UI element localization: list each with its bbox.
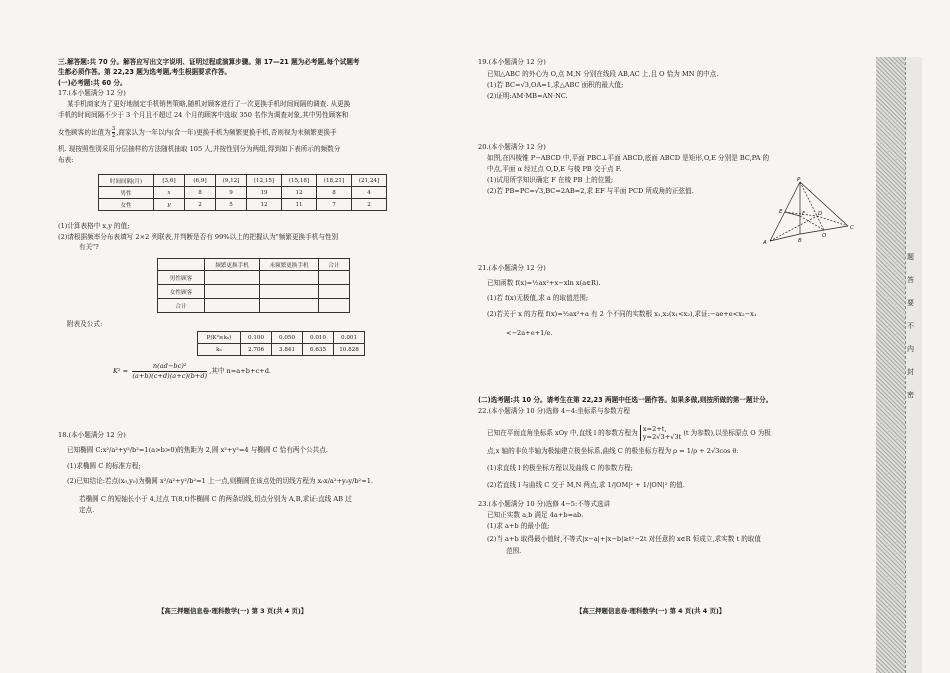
k-cell: 2.706 bbox=[241, 344, 272, 356]
k-cell: 0.100 bbox=[241, 332, 272, 344]
freq-cell: 4 bbox=[352, 187, 387, 199]
seal-char: 密 bbox=[907, 391, 914, 399]
q19-line-1: 已知△ABC 的外心为 O,点 M,N 分别在线段 AB,AC 上,且 O 恰为 MN 的中点. bbox=[487, 70, 719, 78]
k-cell: 6.635 bbox=[303, 344, 334, 356]
q17-line-1: 某手机商家为了更好地制定手机销售策略,随机对顾客进行了一次更换手机时间间隔的调查. 从更换 bbox=[67, 100, 351, 108]
label-a: A bbox=[763, 240, 767, 246]
section-3-instructions: 三.解答题:共 70 分。解答应写出文字说明、证明过程或演算步骤。第 17—21 题为必考题,每个试题考 bbox=[58, 58, 360, 66]
q22-line-1b: (t 为参数),以坐标原点 O 为极 bbox=[683, 429, 771, 437]
q18-part-2: (2)已知结论:若点(x₀,y₀)为椭圆 x²/a²+y²/b²=1 上一点,则椭圆在该点处的切线方程为 x₀x/a²+y₀y/b²=1. bbox=[67, 477, 374, 485]
freq-h5: (15,18] bbox=[282, 175, 317, 187]
cont-h1: 频繁更换手机 bbox=[205, 259, 260, 271]
freq-cell: 11 bbox=[282, 199, 317, 211]
freq-cell: 12 bbox=[247, 199, 282, 211]
k-critical-table bbox=[197, 331, 365, 356]
q22-param-system bbox=[640, 425, 681, 441]
freq-row-female bbox=[99, 199, 387, 211]
label-b: B bbox=[798, 238, 802, 244]
freq-cell: 女性 bbox=[99, 199, 154, 211]
cont-cell bbox=[319, 285, 350, 299]
k-formula-rhs: ,其中 n=a+b+c+d. bbox=[209, 367, 272, 376]
page-4 bbox=[478, 0, 876, 673]
page-3 bbox=[0, 0, 455, 673]
freq-cell: x bbox=[154, 187, 185, 199]
freq-cell: 7 bbox=[317, 199, 352, 211]
q20-part-1: (1)试用所学知识确定 F 在棱 PB 上的位置; bbox=[487, 176, 614, 184]
q23-part-2: (2)当 a+b 取得最小值时,不等式|x−a|+|x−b|≥t²−2t 对任意的 x∈R 恒成立,求实数 t 的取值 bbox=[487, 535, 761, 543]
q21-part-1: (1)若 f(x)无极值,求 a 的取值范围; bbox=[487, 294, 589, 302]
label-o: O bbox=[822, 233, 827, 239]
cont-cell bbox=[260, 285, 319, 299]
q17-part-2: (2)请根据频率分布表填写 2×2 列联表,并判断是否有 99%以上的把握认为"频繁更换手机与性别 bbox=[58, 233, 339, 241]
q23-part-2-cont: 范围. bbox=[506, 547, 522, 555]
q19-part-2: (2)证明:AM·MB=AN·NC. bbox=[487, 92, 568, 100]
part-1-heading: (一)必考题:共 60 分。 bbox=[58, 79, 127, 87]
q20-line-1: 如图,在四棱锥 P−ABCD 中,平面 PBC⊥平面 ABCD,底面 ABCD 是矩形,O,E 分别是 BC,PA 的 bbox=[487, 154, 770, 162]
cont-h2: 未频繁更换手机 bbox=[260, 259, 319, 271]
k-formula-den: (a+b)(c+d)(a+c)(b+d) bbox=[132, 371, 208, 380]
q22-part-1: (1)求直线 l 的极坐标方程以及曲线 C 的参数方程; bbox=[487, 464, 633, 472]
freq-cell: 2 bbox=[185, 199, 216, 211]
contingency-table bbox=[157, 258, 350, 313]
q17-line-4: 机. 现按照性别采用分层抽样的方法随机抽取 105 人,并按性别分为两组,得到如下表所示的频数分 bbox=[58, 145, 341, 153]
appendix-label: 附表及公式: bbox=[67, 320, 103, 328]
cont-cell bbox=[260, 271, 319, 285]
cont-cell bbox=[260, 299, 319, 313]
q20-heading: 20.(本小题满分 12 分) bbox=[478, 143, 546, 151]
q17-line-5: 布表: bbox=[58, 156, 74, 164]
line-ed bbox=[785, 212, 817, 216]
freq-h1: [3,6] bbox=[154, 175, 185, 187]
frequency-table bbox=[98, 174, 387, 211]
k-cell: 10.828 bbox=[334, 344, 365, 356]
freq-h7: (21,24] bbox=[352, 175, 387, 187]
freq-cell: 5 bbox=[216, 199, 247, 211]
cont-h0 bbox=[158, 259, 205, 271]
q20-part-2: (2)若 PB=PC=√3,BC=2AB=2,求 EF 与平面 PCD 所成角的正弦值. bbox=[487, 187, 694, 195]
freq-cell: 8 bbox=[317, 187, 352, 199]
freq-cell: y bbox=[154, 199, 185, 211]
page-4-footer: 【高三押题信息卷·理科数学(一) 第 4 页(共 4 页)】 bbox=[576, 607, 726, 615]
q19-part-1: (1)若 BC=√3,OA=1,求△ABC 面积的最大值; bbox=[487, 81, 624, 89]
freq-cell: 9 bbox=[216, 187, 247, 199]
cont-cell bbox=[205, 285, 260, 299]
k-row-2 bbox=[198, 344, 365, 356]
label-d: D bbox=[818, 211, 823, 217]
freq-h2: (6,9] bbox=[185, 175, 216, 187]
k-cell: 0.050 bbox=[272, 332, 303, 344]
section-3-instructions-cont: 生都必须作答。第 22,23 题为选考题,考生根据要求作答。 bbox=[58, 68, 232, 76]
cont-row-female bbox=[158, 285, 350, 299]
cont-header-row bbox=[158, 259, 350, 271]
label-f: F bbox=[802, 211, 806, 217]
q17-line-3b: ,商家认为一年以内(含一年)更换手机为频繁更换手机,否则视为未频繁更换手 bbox=[116, 128, 337, 137]
part-2-heading: (二)选考题:共 10 分。请考生在第 22,23 两题中任选一题作答。如果多做,则按所做的第一题计分。 bbox=[478, 396, 773, 404]
q23-line-1: 已知正实数 a,b 满足 4a+b=ab. bbox=[487, 511, 584, 519]
q18-part-1: (1)求椭圆 C 的标准方程; bbox=[67, 462, 141, 470]
cont-h3: 合计 bbox=[319, 259, 350, 271]
freq-h6: (18,21] bbox=[317, 175, 352, 187]
k-row-1 bbox=[198, 332, 365, 344]
cont-row-total bbox=[158, 299, 350, 313]
q17-line-2: 手机的时间间隔不少于 3 个月且不超过 24 个月的顾客中选取 350 名作为调查对象,其中男性顾客和 bbox=[58, 111, 349, 119]
q17-part-2-cont: 有关"? bbox=[79, 243, 99, 251]
page-3-footer: 【高三押题信息卷·理科数学(一) 第 3 页(共 4 页)】 bbox=[158, 607, 308, 615]
q17-fraction bbox=[112, 126, 116, 139]
k-formula-lhs: K² = bbox=[113, 367, 129, 376]
q17-line-3a: 女性顾客的比值为 bbox=[58, 128, 111, 137]
q23-heading: 23.(本小题满分 10 分)选修 4−5:不等式选讲 bbox=[478, 500, 611, 508]
k-cell: 3.841 bbox=[272, 344, 303, 356]
cont-cell: 女性顾客 bbox=[158, 285, 205, 299]
freq-row-male bbox=[99, 187, 387, 199]
binding-strip bbox=[876, 57, 905, 673]
pyramid-figure bbox=[760, 176, 860, 248]
cont-cell bbox=[319, 271, 350, 285]
q22-line-1a: 已知在平面直角坐标系 xOy 中,直线 l 的参数方程为 bbox=[487, 429, 638, 437]
q17-line-3 bbox=[58, 126, 337, 139]
q22-line-2: 点,x 轴的非负半轴为极轴建立极坐标系,曲线 C 的极坐标方程为 ρ = 1/ρ + 2√3cos θ. bbox=[487, 447, 739, 455]
q21-part-2-cont: <−2a+e+1/e. bbox=[506, 329, 553, 337]
seal-char: 不 bbox=[907, 322, 914, 330]
edge-dc bbox=[817, 216, 848, 226]
q19-heading: 19.(本小题满分 12 分) bbox=[478, 58, 546, 66]
q22-part-2: (2)若直线 l 与曲线 C 交于 M,N 两点,求 1/|OM|² + 1/|ON|² 的值. bbox=[487, 481, 685, 489]
k-cell: 0.001 bbox=[334, 332, 365, 344]
cont-cell: 合计 bbox=[158, 299, 205, 313]
freq-h4: (12,15] bbox=[247, 175, 282, 187]
cont-cell bbox=[205, 299, 260, 313]
k-formula-fraction bbox=[132, 362, 207, 380]
freq-header-row bbox=[99, 175, 387, 187]
line-od bbox=[817, 216, 824, 230]
edge-ab bbox=[770, 234, 800, 241]
q17-heading: 17.(本小题满分 12 分) bbox=[58, 89, 126, 97]
k-cell: P(K²≥k₀) bbox=[198, 332, 241, 344]
freq-h0: 时间间隔(月) bbox=[99, 175, 154, 187]
label-c: C bbox=[850, 225, 854, 231]
cont-cell bbox=[319, 299, 350, 313]
label-p: P bbox=[797, 177, 801, 183]
q18-heading: 18.(本小题满分 12 分) bbox=[58, 431, 126, 439]
freq-cell: 8 bbox=[185, 187, 216, 199]
q17-frac-num: 3 bbox=[111, 126, 116, 132]
freq-cell: 19 bbox=[247, 187, 282, 199]
q17-frac-den: 2 bbox=[111, 133, 116, 139]
q18-part-2-cont: 若椭圆 C 的短轴长小于 4,过点 T(8,t)作椭圆 C 的两条切线,切点分别为 A,B,求证:直线 AB 过 bbox=[79, 495, 352, 503]
q22-system-line-2: y=2√3+√3t bbox=[642, 433, 682, 441]
q18-part-2-cont-2: 定点. bbox=[79, 506, 95, 514]
freq-cell: 12 bbox=[282, 187, 317, 199]
q17-part-1: (1)计算表格中 x,y 的值; bbox=[58, 222, 130, 230]
q21-heading: 21.(本小题满分 12 分) bbox=[478, 264, 546, 272]
k-cell: k₀ bbox=[198, 344, 241, 356]
cont-row-male bbox=[158, 271, 350, 285]
label-e: E bbox=[779, 209, 783, 215]
q18-line-1: 已知椭圆 C:x²/a²+y²/b²=1(a>b>0)的焦距为 2,圆 x²+y²=4 与椭圆 C 恰有两个公共点. bbox=[67, 446, 328, 454]
freq-cell: 2 bbox=[352, 199, 387, 211]
freq-h3: (9,12] bbox=[216, 175, 247, 187]
seal-char: 封 bbox=[907, 368, 914, 376]
k-cell: 0.010 bbox=[303, 332, 334, 344]
q20-line-2: 中点,平面 α 经过点 O,D,E 与棱 PB 交于点 F. bbox=[487, 165, 622, 173]
edge-pa bbox=[770, 182, 800, 241]
q22-system-line-1: x=2+t, bbox=[642, 425, 667, 433]
k-squared-formula bbox=[113, 362, 271, 380]
seal-char: 题 bbox=[907, 253, 914, 261]
freq-cell: 男性 bbox=[99, 187, 154, 199]
q21-line-1: 已知函数 f(x)=½ax²+x−xln x(a∈R). bbox=[487, 279, 601, 287]
q23-part-1: (1)求 a+b 的最小值; bbox=[487, 522, 550, 530]
seal-line bbox=[905, 57, 922, 673]
seal-char: 内 bbox=[907, 345, 914, 353]
q22-heading: 22.(本小题满分 10 分)选修 4−4:坐标系与参数方程 bbox=[478, 407, 630, 415]
seal-char: 要 bbox=[907, 299, 914, 307]
q21-part-2: (2)若关于 x 的方程 f(x)=½ax²+a 有 2 个不同的实数根 x₁,x₂(x₁<x₂),求证:−ae+e<x₂−x₁ bbox=[487, 310, 757, 318]
edge-ad bbox=[770, 216, 817, 241]
k-formula-num: n(ad−bc)² bbox=[132, 362, 207, 372]
q22-line-1 bbox=[487, 425, 771, 441]
edge-pc bbox=[800, 182, 848, 226]
seal-char: 答 bbox=[907, 276, 914, 284]
cont-cell: 男性顾客 bbox=[158, 271, 205, 285]
cont-cell bbox=[205, 271, 260, 285]
